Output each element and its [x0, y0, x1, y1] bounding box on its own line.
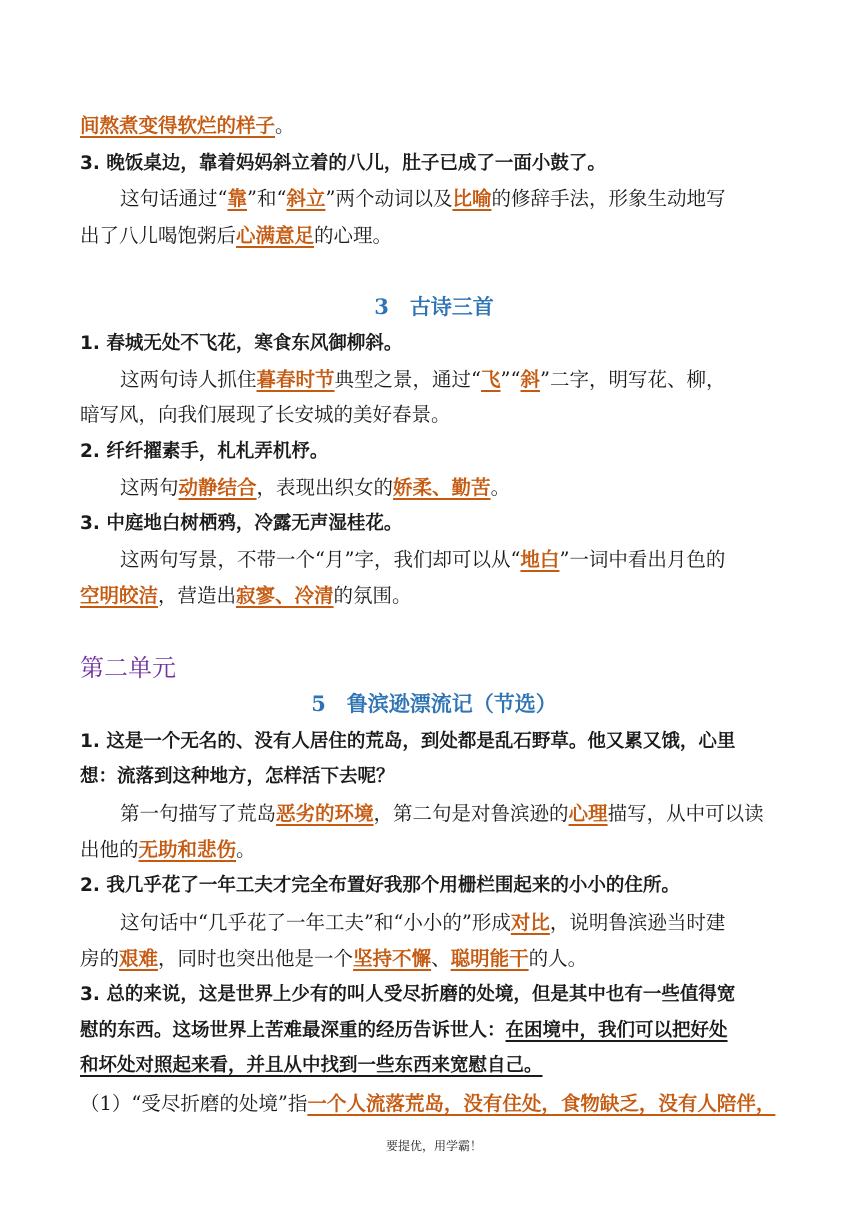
answer-highlight: 间熬煮变得软烂的样子 — [80, 114, 276, 137]
text: ，第二句是对鲁滨逊的 — [373, 802, 569, 825]
underlined-text: 在困境中，我们可以把好处 — [505, 1020, 728, 1041]
text: ”一词中看出月色的 — [559, 548, 726, 571]
text: 第一句描写了荒岛 — [120, 802, 277, 825]
answer-highlight: 暮春时节 — [256, 368, 335, 391]
answer-highlight: 心满意足 — [236, 224, 315, 247]
text: 这两句写景，不带一个“月”字，我们却可以从“ — [120, 548, 521, 571]
text: ，同时也突出他是一个 — [158, 947, 354, 970]
question-line — [80, 1017, 792, 1045]
text: 、 — [431, 947, 451, 970]
answer-highlight: 聪明能干 — [450, 947, 529, 970]
question-line: 1. 这是一个无名的、没有人居住的荒岛，到处都是乱石野草。他又累又饿，心里 — [80, 731, 736, 752]
question-line — [80, 1052, 792, 1080]
text: 慰的东西。这场世界上苦难最深重的经历告诉世人： — [80, 1020, 506, 1041]
explanation-line — [80, 945, 792, 973]
answer-highlight: 动静结合 — [178, 476, 257, 499]
explanation-line — [80, 836, 792, 864]
text: 这句话中“几乎花了一年工夫”和“小小的”形成 — [120, 911, 511, 934]
answer-highlight: 飞 — [481, 368, 501, 391]
answer-highlight: 娇柔、勤苦 — [393, 476, 491, 499]
answer-highlight: 坚持不懈 — [353, 947, 432, 970]
answer-highlight: 寂寥、冷清 — [236, 584, 334, 607]
text: 典型之景，通过“ — [334, 368, 482, 391]
text: 房的 — [80, 947, 120, 970]
explanation-line — [120, 909, 792, 937]
page-footer: 要提优，用学霸！ — [385, 1139, 482, 1153]
text: ”两个动词以及 — [325, 187, 453, 210]
explanation-line: 暗写风，向我们展现了长安城的美好春景。 — [80, 403, 451, 426]
unit-title: 第二单元 — [80, 654, 176, 682]
answer-highlight: 无助和悲伤 — [138, 838, 237, 861]
answer-highlight: 靠 — [227, 187, 247, 210]
question-line: 想：流落到这种地方，怎样活下去呢？ — [80, 766, 395, 787]
text: ”“ — [500, 368, 521, 391]
text: 这两句 — [120, 476, 179, 499]
text: ，表现出织女的 — [256, 476, 394, 499]
text: 的氛围。 — [333, 584, 412, 607]
explanation-line — [120, 546, 792, 574]
explanation-line — [120, 366, 792, 394]
question-line: 3. 中庭地白树栖鸦，冷露无声湿桂花。 — [80, 513, 403, 534]
answer-highlight: 艰难 — [119, 947, 159, 970]
section-title: 3 古诗三首 — [374, 294, 494, 319]
answer-highlight: 一个人流落荒岛，没有住处，食物缺乏，没有人陪伴， — [307, 1092, 776, 1115]
text: （1）“受尽折磨的处境”指 — [80, 1092, 308, 1115]
question-line: 1. 春城无处不飞花，寒食东风御柳斜。 — [80, 333, 403, 354]
text: 这两句诗人抓住 — [120, 368, 257, 391]
answer-highlight: 斜 — [520, 368, 540, 391]
answer-highlight: 比喻 — [452, 187, 492, 210]
question-line: 3. 总的来说，这是世界上少有的叫人受尽折磨的处境，但是其中也有一些值得宽 — [80, 984, 736, 1005]
text: ，说明鲁滨逊当时建 — [549, 911, 726, 934]
answer-highlight: 对比 — [510, 911, 550, 934]
text-line — [80, 112, 792, 140]
explanation-line — [120, 800, 792, 828]
text: 出他的 — [80, 838, 139, 861]
text: 。 — [490, 476, 511, 499]
answer-highlight: 斜立 — [286, 187, 326, 210]
text: 的修辞手法，形象生动地写 — [491, 187, 726, 210]
answer-highlight: 恶劣的环境 — [276, 802, 374, 825]
section-title: 5 鲁滨逊漂流记（节选） — [311, 691, 557, 716]
answer-highlight: 地白 — [520, 548, 560, 571]
text: 描写，从中可以读 — [607, 802, 764, 825]
question-line: 3. 晚饭桌边，靠着妈妈斜立着的八儿，肚子已成了一面小鼓了。 — [80, 153, 606, 174]
answer-highlight: 心理 — [568, 802, 608, 825]
underlined-text: 和坏处对照起来看，并且从中找到一些东西来宽慰自己。 — [80, 1055, 543, 1076]
explanation-line — [120, 185, 792, 213]
text: 。 — [275, 114, 295, 137]
explanation-line — [80, 582, 792, 610]
text: ，营造出 — [158, 584, 237, 607]
text: ”二字，明写花、柳， — [540, 368, 726, 391]
explanation-line — [120, 474, 792, 502]
question-line: 2. 我几乎花了一年工夫才完全布置好我那个用栅栏围起来的小小的住所。 — [80, 875, 680, 896]
explanation-line — [80, 222, 792, 250]
answer-highlight: 空明皎洁 — [80, 584, 159, 607]
text: 的心理。 — [314, 224, 393, 247]
text: 出了八儿喝饱粥后 — [80, 224, 237, 247]
text: 这句话通过“ — [120, 187, 228, 210]
question-line: 2. 纤纤擢素手，札札弄机杼。 — [80, 441, 329, 462]
text: ”和“ — [247, 187, 287, 210]
text: 的人。 — [528, 947, 588, 970]
sub-question-line — [80, 1090, 792, 1118]
text: 。 — [236, 838, 256, 861]
